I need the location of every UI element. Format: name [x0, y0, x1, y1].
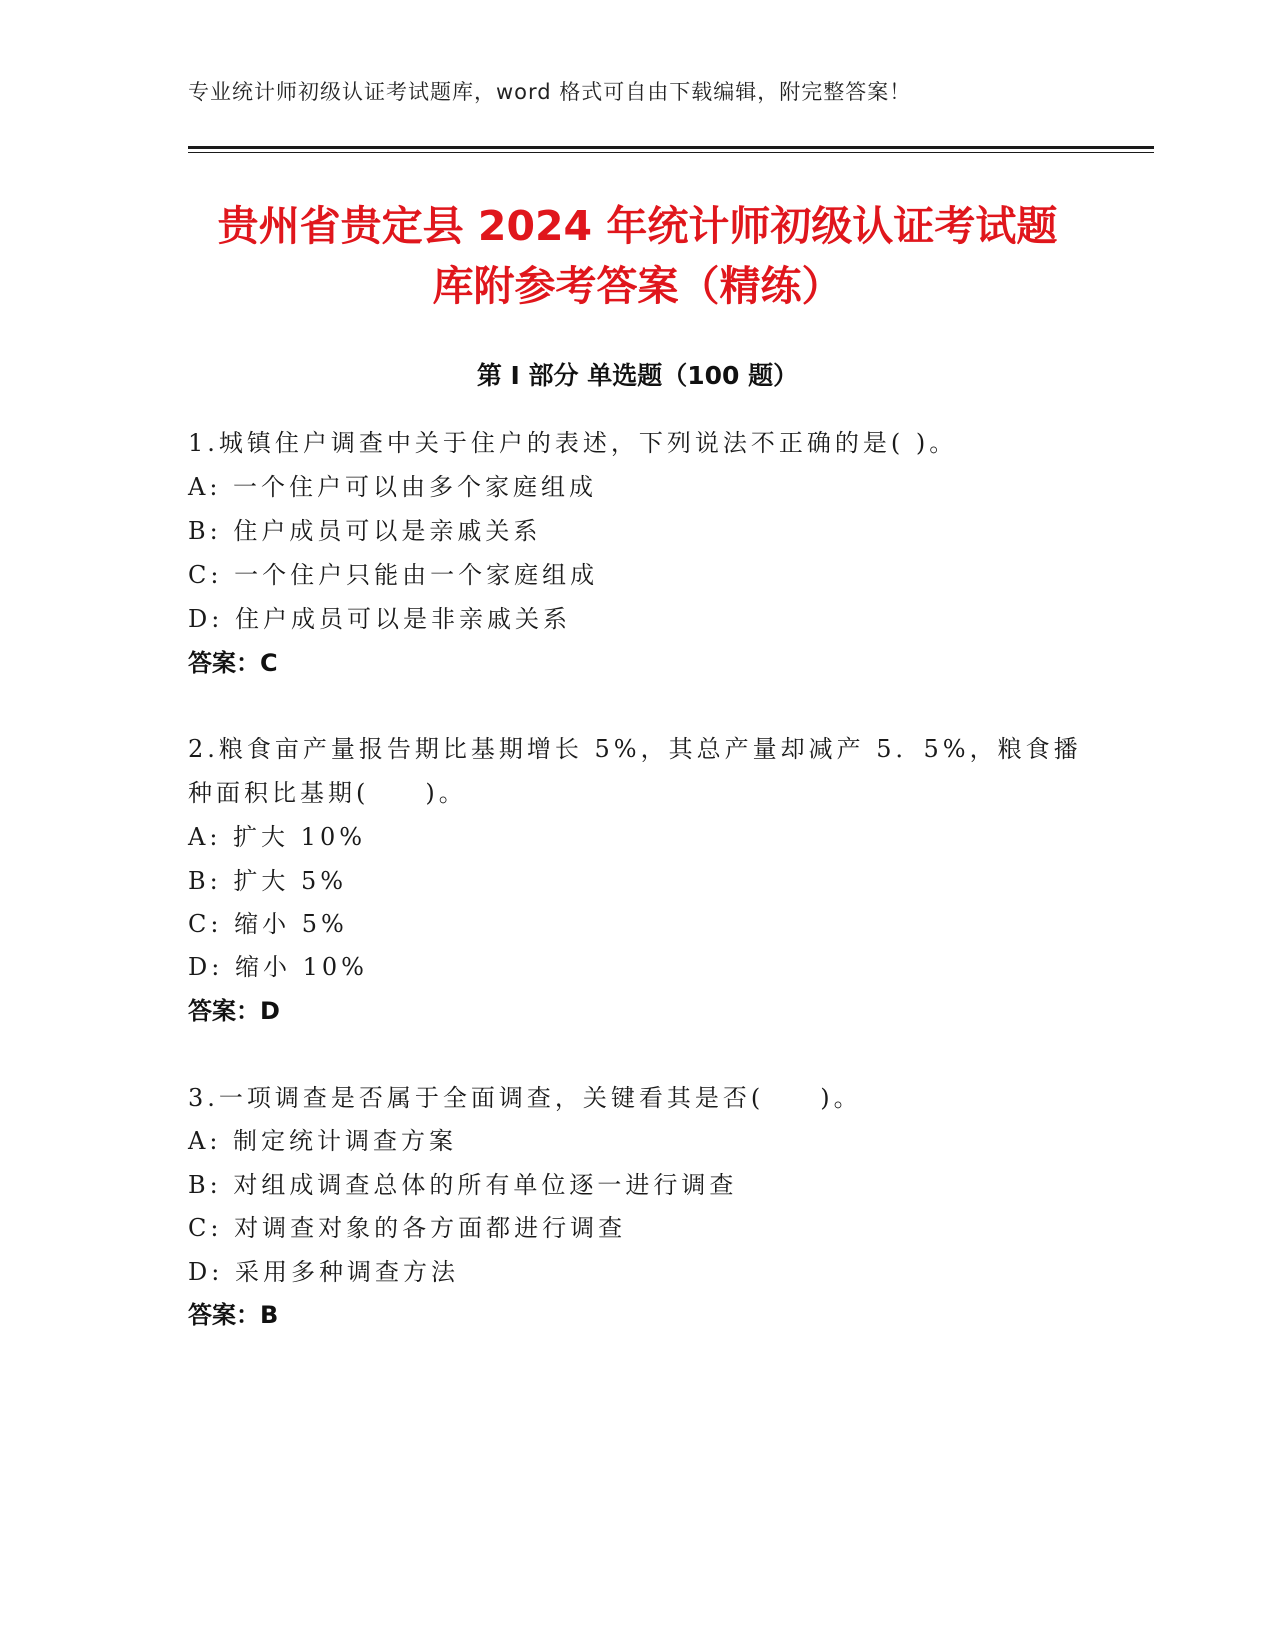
option-b: B: 住户成员可以是亲戚关系 — [188, 517, 542, 545]
answer-line: 答案：B — [188, 1301, 279, 1329]
option-c: C: 一个住户只能由一个家庭组成 — [188, 561, 599, 589]
option-d: D: 缩小 10% — [188, 953, 368, 981]
header-divider-thin — [188, 152, 1154, 153]
question-stem-line-2: 种面积比基期( )。 — [188, 779, 467, 807]
header-note: 专业统计师初级认证考试题库，word 格式可自由下载编辑，附完整答案！ — [188, 80, 912, 104]
option-c: C: 缩小 5% — [188, 910, 348, 938]
question-stem: 1.城镇住户调查中关于住户的表述，下列说法不正确的是( )。 — [188, 429, 958, 457]
document-title-line-1: 贵州省贵定县 2024 年统计师初级认证考试题 — [217, 202, 1058, 250]
option-d: D: 采用多种调查方法 — [188, 1258, 459, 1286]
document-title-line-2: 库附参考答案（精练） — [432, 262, 843, 310]
option-b: B: 扩大 5% — [188, 867, 348, 895]
option-a: A: 扩大 10% — [188, 823, 367, 851]
option-d: D: 住户成员可以是非亲戚关系 — [188, 605, 571, 633]
question-stem-line-1: 2.粮食亩产量报告期比基期增长 5%，其总产量却减产 5．5%，粮食播 — [188, 735, 1082, 763]
header-divider-thick — [188, 146, 1154, 149]
section-heading: 第 I 部分 单选题（100 题） — [476, 361, 799, 390]
option-b: B: 对组成调查总体的所有单位逐一进行调查 — [188, 1171, 738, 1199]
option-a: A: 一个住户可以由多个家庭组成 — [188, 473, 598, 501]
option-a: A: 制定统计调查方案 — [188, 1127, 458, 1155]
answer-line: 答案：C — [188, 649, 278, 677]
document-title — [150, 196, 1125, 316]
question-stem: 3.一项调查是否属于全面调查，关键看其是否( )。 — [188, 1084, 862, 1112]
answer-line: 答案：D — [188, 997, 280, 1025]
option-c: C: 对调查对象的各方面都进行调查 — [188, 1214, 627, 1242]
